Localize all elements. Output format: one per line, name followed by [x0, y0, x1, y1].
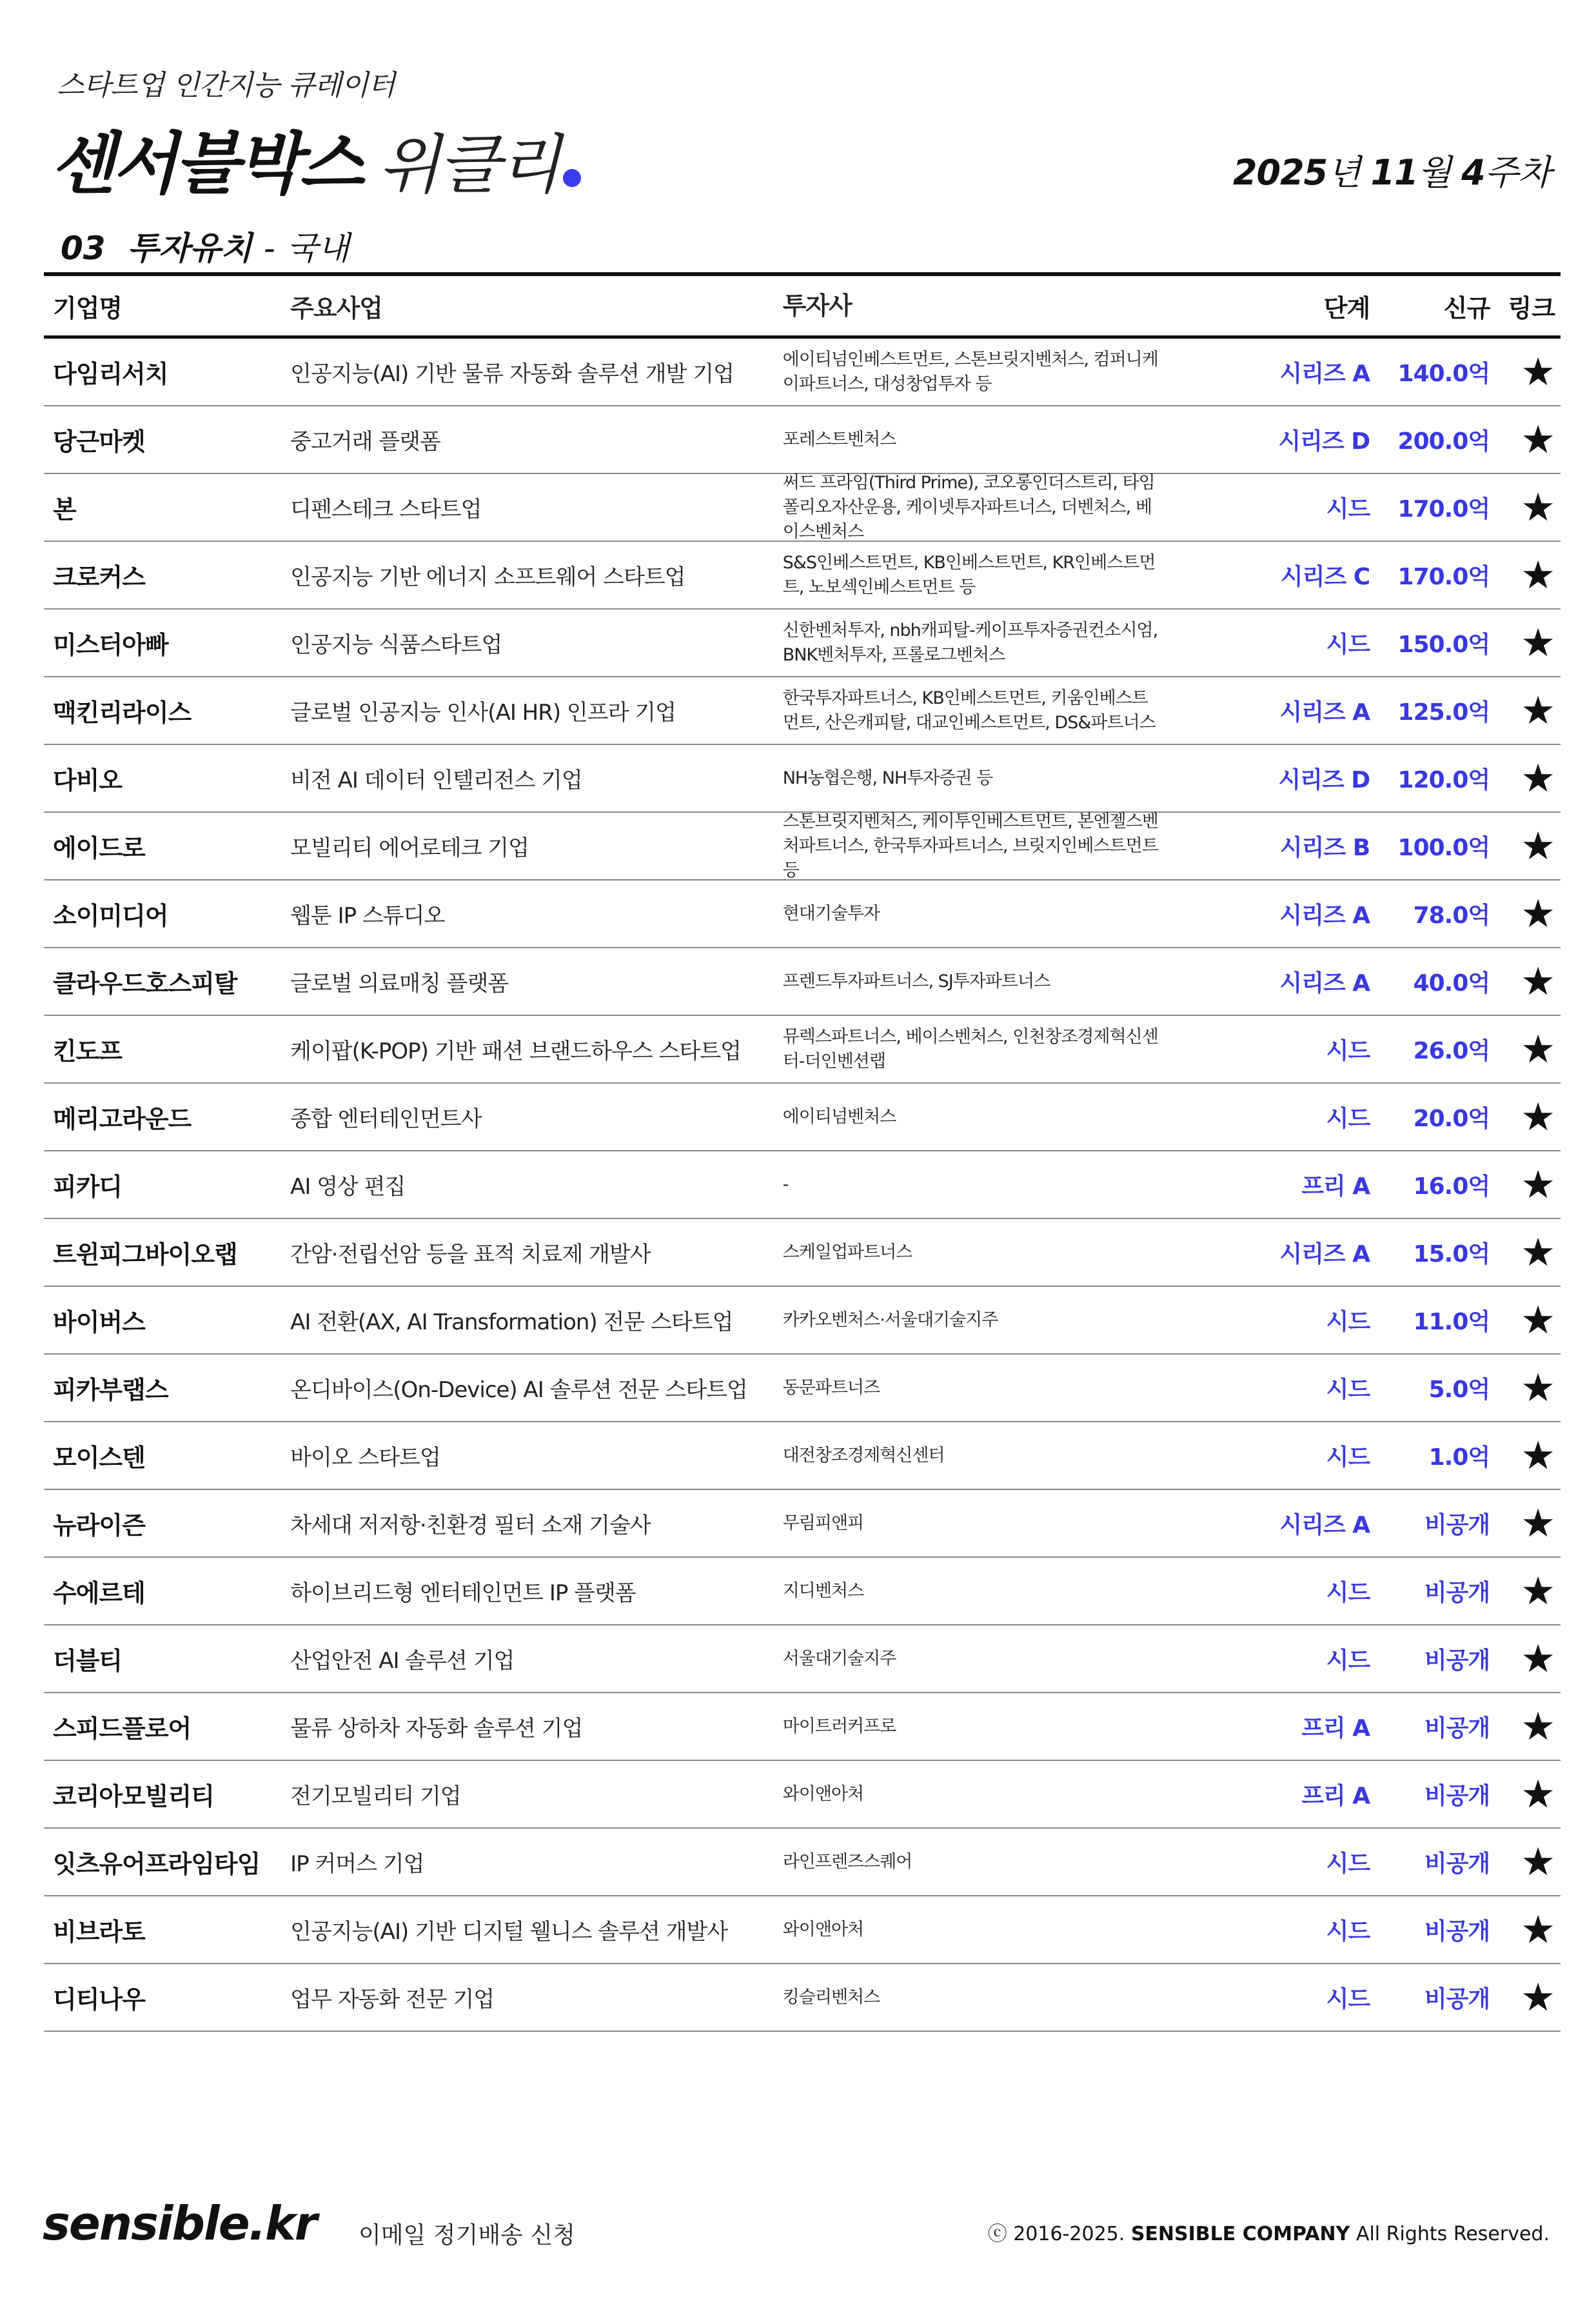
title-brand: 센서블박스	[50, 124, 362, 203]
business-description: 온디바이스(On-Device) AI 솔루션 전문 스타트업	[290, 1377, 747, 1403]
title-dot-icon	[563, 169, 581, 187]
investment-stage: 시리즈 D	[1278, 767, 1370, 793]
star-icon[interactable]: ★	[1521, 1839, 1555, 1885]
investors: 동문파트너즈	[782, 1377, 880, 1398]
table-row	[44, 813, 1561, 880]
company-name: 킨도프	[53, 1037, 123, 1066]
investors: 현대기술투자	[782, 903, 880, 924]
business-description: 하이브리드형 엔터테인먼트 IP 플랫폼	[290, 1580, 636, 1606]
column-header-investors: 투자사	[782, 292, 852, 320]
table-row	[44, 880, 1561, 948]
investment-stage: 시드	[1326, 1377, 1370, 1403]
business-description: 글로벌 의료매칭 플랫폼	[290, 971, 509, 997]
investors: 와이앤아처	[782, 1784, 864, 1804]
business-description: 물류 상하차 자동화 솔루션 기업	[290, 1716, 583, 1742]
column-header-company: 기업명	[53, 293, 123, 323]
investors: 마이트러커프로	[782, 1716, 896, 1736]
footer-logo[interactable]: sensible.kr	[43, 2196, 317, 2251]
company-name: 바이버스	[53, 1308, 145, 1337]
investors: 라인프렌즈스퀘어	[782, 1851, 912, 1872]
company-name: 미스터아빠	[53, 631, 168, 659]
investment-amount: 비공개	[1424, 1512, 1490, 1538]
table-header	[44, 272, 1561, 339]
investment-stage: 프리 A	[1301, 1783, 1370, 1809]
star-icon[interactable]: ★	[1521, 552, 1555, 598]
table-row	[44, 1219, 1561, 1287]
table-row	[44, 1151, 1561, 1219]
investors: 뮤렉스파트너스, 베이스벤처스, 인천창조경제혁신센터-더인벤션랩	[782, 1026, 1158, 1071]
investment-stage: 시드	[1326, 1309, 1370, 1335]
date-month-unit: 월	[1417, 152, 1451, 193]
investment-amount: 26.0억	[1413, 1038, 1490, 1064]
table-row	[44, 474, 1561, 542]
investment-stage: 시드	[1326, 1851, 1370, 1877]
investment-amount: 200.0억	[1397, 428, 1490, 455]
investment-amount: 100.0억	[1397, 835, 1490, 861]
copyright-prefix: ⓒ 2016-2025.	[987, 2223, 1125, 2245]
company-name: 다임리서치	[53, 360, 168, 388]
table-row	[44, 1625, 1561, 1693]
company-name: 비브라토	[53, 1918, 145, 1946]
section-subtitle: 국내	[286, 230, 350, 267]
business-description: 산업안전 AI 솔루션 기업	[290, 1648, 515, 1674]
star-icon[interactable]: ★	[1521, 349, 1555, 395]
table-row	[44, 610, 1561, 677]
investment-table	[44, 272, 1561, 2032]
business-description: AI 전환(AX, AI Transformation) 전문 스타트업	[290, 1309, 733, 1335]
business-description: 간암·전립선암 등을 표적 치료제 개발사	[290, 1242, 651, 1267]
investment-stage: 시리즈 D	[1278, 428, 1370, 455]
date-year: 2025	[1232, 152, 1328, 193]
table-body	[44, 339, 1561, 2032]
investment-stage: 시드	[1326, 1647, 1370, 1674]
company-name: 트윈피그바이오랩	[53, 1240, 237, 1269]
investment-amount: 170.0억	[1397, 564, 1490, 590]
column-header-stage: 단계	[1323, 293, 1370, 323]
star-icon[interactable]: ★	[1521, 1433, 1555, 1478]
investment-stage: 시드	[1326, 1106, 1370, 1132]
investment-stage: 시리즈 C	[1280, 564, 1370, 590]
column-header-business: 주요사업	[290, 293, 382, 323]
business-description: AI 영상 편집	[290, 1174, 406, 1200]
copyright-suffix: All Rights Reserved.	[1355, 2223, 1550, 2245]
star-icon[interactable]: ★	[1521, 959, 1555, 1004]
investment-amount: 78.0억	[1413, 902, 1490, 929]
company-name: 스피드플로어	[53, 1715, 192, 1743]
investment-amount: 비공개	[1424, 1783, 1490, 1809]
table-row	[44, 1084, 1561, 1151]
table-row	[44, 1761, 1561, 1829]
investment-stage: 시드	[1326, 631, 1370, 658]
company-name: 피카디	[53, 1173, 123, 1201]
section-separator: -	[263, 230, 275, 267]
business-description: 인공지능(AI) 기반 디지털 웰니스 솔루션 개발사	[290, 1919, 728, 1945]
investment-amount: 5.0억	[1428, 1377, 1490, 1403]
investment-amount: 1.0억	[1428, 1444, 1490, 1471]
investors: 대전창조경제혁신센터	[782, 1445, 945, 1466]
investors: 와이앤아처	[782, 1919, 864, 1940]
investment-amount: 125.0억	[1397, 699, 1490, 726]
investors: 킹슬리벤처스	[782, 1987, 880, 2007]
table-row	[44, 1693, 1561, 1761]
tagline: 스타트업 인간지능 큐레이터	[57, 69, 395, 102]
table-row	[44, 677, 1561, 745]
company-name: 디티나우	[53, 1985, 145, 2014]
investment-stage: 시리즈 A	[1279, 970, 1370, 997]
company-name: 크로커스	[53, 563, 145, 591]
table-row	[44, 406, 1561, 474]
investment-stage: 프리 A	[1301, 1715, 1370, 1742]
star-icon[interactable]: ★	[1521, 1568, 1555, 1614]
table-row	[44, 1422, 1561, 1490]
date-week: 4	[1461, 152, 1485, 193]
investment-stage: 시드	[1326, 496, 1370, 522]
investment-stage: 시드	[1326, 1038, 1370, 1064]
table-row	[44, 1287, 1561, 1355]
investment-stage: 시리즈 A	[1279, 1512, 1370, 1538]
business-description: 바이오 스타트업	[290, 1445, 440, 1471]
company-name: 클라우드호스피탈	[53, 969, 237, 998]
investment-stage: 시리즈 A	[1279, 1241, 1370, 1267]
business-description: 모빌리티 에어로테크 기업	[290, 835, 529, 861]
column-header-link: 링크	[1508, 293, 1555, 323]
business-description: 디펜스테크 스타트업	[290, 497, 482, 522]
company-name: 본	[53, 495, 76, 524]
company-name: 맥킨리라이스	[53, 699, 192, 727]
investment-amount: 비공개	[1424, 1647, 1490, 1674]
star-icon[interactable]: ★	[1521, 688, 1555, 733]
business-description: 전기모빌리티 기업	[290, 1784, 461, 1809]
investors: 스톤브릿지벤처스, 케이투인베스트먼트, 본엔젤스벤처파트너스, 한국투자파트너스, 브릿지인베스트먼트 등	[782, 811, 1158, 880]
table-row	[44, 1558, 1561, 1625]
business-description: 글로벌 인공지능 인사(AI HR) 인프라 기업	[290, 700, 676, 726]
star-icon[interactable]: ★	[1521, 1636, 1555, 1682]
star-icon[interactable]: ★	[1521, 1026, 1555, 1072]
page-title	[50, 110, 581, 203]
star-icon[interactable]: ★	[1521, 1229, 1555, 1275]
investors: S&S인베스트먼트, KB인베스트먼트, KR인베스트먼트, 노보섹인베스트먼트 등	[782, 552, 1156, 597]
business-description: 업무 자동화 전문 기업	[290, 1987, 495, 2013]
company-name: 에이드로	[53, 834, 145, 862]
table-row	[44, 948, 1561, 1016]
star-icon[interactable]: ★	[1521, 1094, 1555, 1140]
section-title: 투자유치	[127, 230, 252, 267]
issue-date	[1233, 145, 1551, 195]
company-name: 당근마켓	[53, 428, 145, 456]
section-heading	[61, 223, 349, 269]
investment-amount: 150.0억	[1397, 631, 1490, 658]
star-icon[interactable]: ★	[1521, 1162, 1555, 1208]
investors: 신한벤처투자, nbh캐피탈-케이프투자증권컨소시엄, BNK벤처투자, 프롤로그벤처스	[782, 620, 1158, 665]
investors: 무림피앤피	[782, 1513, 864, 1533]
business-description: 인공지능 식품스타트업	[290, 632, 502, 658]
investment-amount: 비공개	[1424, 1986, 1490, 2013]
investment-stage: 시리즈 A	[1279, 361, 1370, 387]
copyright-company: SENSIBLE COMPANY	[1130, 2223, 1350, 2245]
star-icon[interactable]: ★	[1521, 1771, 1555, 1817]
business-description: 인공지능(AI) 기반 물류 자동화 솔루션 개발 기업	[290, 361, 734, 387]
investment-amount: 비공개	[1424, 1918, 1490, 1945]
business-description: 중고거래 플랫폼	[290, 429, 440, 455]
investment-stage: 프리 A	[1301, 1173, 1370, 1200]
investors: 스케일업파트너스	[782, 1242, 912, 1262]
investors: 한국투자파트너스, KB인베스트먼트, 키움인베스트먼트, 산은캐피탈, 대교인베스트먼트, DS&파트너스	[782, 688, 1156, 733]
star-icon[interactable]: ★	[1521, 417, 1555, 462]
company-name: 수에르테	[53, 1579, 145, 1607]
star-icon[interactable]: ★	[1521, 620, 1555, 666]
investment-amount: 40.0억	[1413, 970, 1490, 997]
investors: 에이티넘인베스트먼트, 스톤브릿지벤처스, 컴퍼니케이파트너스, 대성창업투자 등	[782, 349, 1158, 394]
company-name: 잇츠유어프라임타임	[53, 1850, 261, 1878]
investment-amount: 11.0억	[1413, 1309, 1490, 1335]
star-icon[interactable]: ★	[1521, 1974, 1555, 2020]
investment-amount: 16.0억	[1413, 1173, 1490, 1200]
investors: 포레스트벤처스	[782, 429, 896, 450]
company-name: 소이미디어	[53, 902, 168, 930]
copyright	[988, 2218, 1550, 2246]
business-description: IP 커머스 기업	[290, 1851, 424, 1877]
investment-amount: 170.0억	[1397, 496, 1490, 522]
table-row	[44, 1829, 1561, 1896]
investors: 에이티넘벤처스	[782, 1106, 896, 1127]
star-icon[interactable]: ★	[1521, 484, 1555, 530]
investors: 카카오벤처스·서울대기술지주	[782, 1309, 998, 1330]
investment-amount: 120.0억	[1397, 767, 1490, 793]
investors: 프렌드투자파트너스, SJ투자파트너스	[782, 971, 1050, 991]
investment-amount: 15.0억	[1413, 1241, 1490, 1267]
title-weekly: 위클리	[378, 127, 560, 203]
investors: 써드 프라임(Third Prime), 코오롱인더스트리, 타임폴리오자산운용, 케이넷투자파트너스, 더벤처스, 베이스벤처스	[782, 472, 1155, 542]
investors: 지디벤처스	[782, 1580, 864, 1601]
table-row	[44, 542, 1561, 610]
star-icon[interactable]: ★	[1521, 891, 1555, 937]
investment-stage: 시드	[1326, 1580, 1370, 1606]
table-row	[44, 745, 1561, 813]
business-description: 비전 AI 데이터 인텔리전스 기업	[290, 768, 582, 793]
investment-stage: 시리즈 B	[1279, 835, 1370, 861]
investment-amount: 비공개	[1424, 1851, 1490, 1877]
business-description: 종합 엔터테인먼트사	[290, 1106, 482, 1132]
company-name: 코리아모빌리티	[53, 1782, 214, 1811]
table-row	[44, 339, 1561, 406]
star-icon[interactable]: ★	[1521, 1907, 1555, 1953]
star-icon[interactable]: ★	[1521, 1365, 1555, 1411]
investment-stage: 시드	[1326, 1986, 1370, 2013]
section-number: 03	[61, 230, 106, 267]
date-year-unit: 년	[1327, 152, 1361, 193]
company-name: 다비오	[53, 766, 123, 795]
investment-amount: 비공개	[1424, 1715, 1490, 1742]
investment-stage: 시드	[1326, 1444, 1370, 1471]
investment-amount: 20.0억	[1413, 1106, 1490, 1132]
business-description: 웹툰 IP 스튜디오	[290, 903, 445, 929]
investment-stage: 시리즈 A	[1279, 902, 1370, 929]
business-description: 케이팝(K-POP) 기반 패션 브랜드하우스 스타트업	[290, 1039, 741, 1064]
table-row	[44, 1896, 1561, 1964]
company-name: 뉴라이즌	[53, 1511, 145, 1540]
business-description: 인공지능 기반 에너지 소프트웨어 스타트업	[290, 564, 685, 590]
star-icon[interactable]: ★	[1521, 823, 1555, 869]
investment-stage: 시드	[1326, 1918, 1370, 1945]
date-month: 11	[1370, 152, 1418, 193]
investment-amount: 140.0억	[1397, 361, 1490, 387]
company-name: 메리고라운드	[53, 1105, 192, 1133]
star-icon[interactable]: ★	[1521, 1500, 1555, 1546]
company-name: 더블티	[53, 1647, 123, 1675]
table-row	[44, 1355, 1561, 1422]
subscribe-link[interactable]: 이메일 정기배송 신청	[359, 2222, 575, 2249]
investors: -	[782, 1174, 789, 1195]
investment-amount: 비공개	[1424, 1580, 1490, 1606]
company-name: 피카부랩스	[53, 1376, 168, 1404]
table-row	[44, 1964, 1561, 2032]
star-icon[interactable]: ★	[1521, 1297, 1555, 1343]
table-row	[44, 1490, 1561, 1558]
investors: 서울대기술지주	[782, 1648, 896, 1669]
column-header-amount: 신규	[1443, 293, 1490, 323]
business-description: 차세대 저저항·친환경 필터 소재 기술사	[290, 1513, 651, 1538]
table-row	[44, 1016, 1561, 1084]
star-icon[interactable]: ★	[1521, 1704, 1555, 1749]
investment-stage: 시리즈 A	[1279, 699, 1370, 726]
date-week-unit: 주차	[1484, 152, 1551, 193]
company-name: 모이스텐	[53, 1444, 145, 1472]
star-icon[interactable]: ★	[1521, 755, 1555, 801]
investors: NH농협은행, NH투자증권 등	[782, 768, 993, 788]
